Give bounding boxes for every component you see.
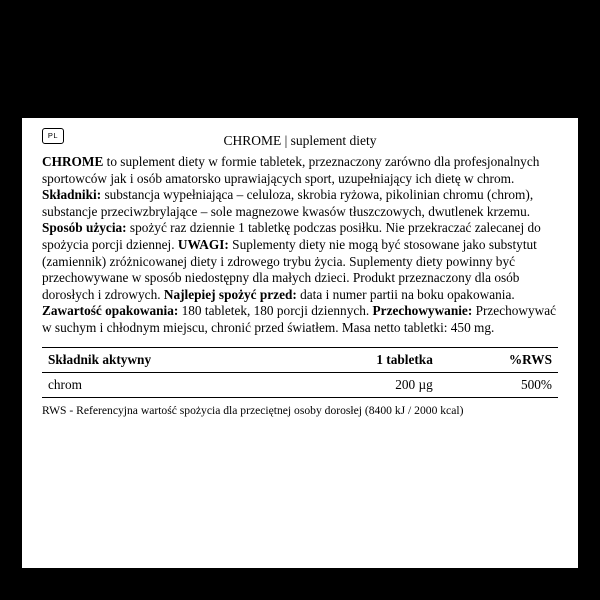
page-title: CHROME | suplement diety — [223, 133, 377, 148]
header-dose: 1 tabletka — [291, 347, 439, 372]
language-badge: PL — [42, 128, 64, 144]
label-content — [42, 128, 558, 418]
cell-dose: 200 µg — [291, 372, 439, 397]
table-header-row — [42, 347, 558, 372]
rws-footnote: RWS - Referencyjna wartość spożycia dla przeciętnej osoby dorosłej (8400 kJ / 2000 kcal) — [42, 403, 464, 417]
nutrition-table-body — [42, 372, 558, 397]
nutrition-table — [42, 347, 558, 398]
nutrition-table-wrapper — [42, 347, 558, 398]
cell-ingredient: chrom — [42, 372, 291, 397]
header-rws: %RWS — [439, 347, 558, 372]
nutrition-table-head — [42, 347, 558, 372]
cell-rws: 500% — [439, 372, 558, 397]
header-ingredient: Składnik aktywny — [42, 347, 291, 372]
product-label-panel — [22, 118, 578, 568]
table-row — [42, 372, 558, 397]
label-body-text: CHROME to suplement diety w formie tabletek, przeznaczony zarówno dla profesjonalnych sportowców jak i osób amatorsko uprawiających sport, uzupełniający ich dietę w chrom. Składniki: substancja wypełniająca – celuloza, skrobia ryżowa, pikolinian chromu (chrom), substancje przeciwzbrylające – sole magnezowe kwasów tłuszczowych, dwutlenek krzemu. Sposób użycia: spożyć raz dziennie 1 tabletkę podczas posiłku. Nie przekraczać zalecanej do spożycia porcji dziennej. UWAGI: Suplementy diety nie mogą być stosowane jako substytut (zamiennik) zróżnicowanej diety i zdrowego trybu życia. Suplementy diety powinny być przechowywane w sposób niedostępny dla małych dzieci. Produkt przeznaczony dla osób dorosłych i zdrowych. Najlepiej spożyć przed: data i numer partii na boku opakowania. Zawartość opakowania: 180 tabletek, 180 porcji dziennych. Przechowywanie: Przechowywać w suchym i chłodnym miejscu, chronić przed światłem. Masa netto tabletki: 450 mg. — [42, 154, 557, 335]
